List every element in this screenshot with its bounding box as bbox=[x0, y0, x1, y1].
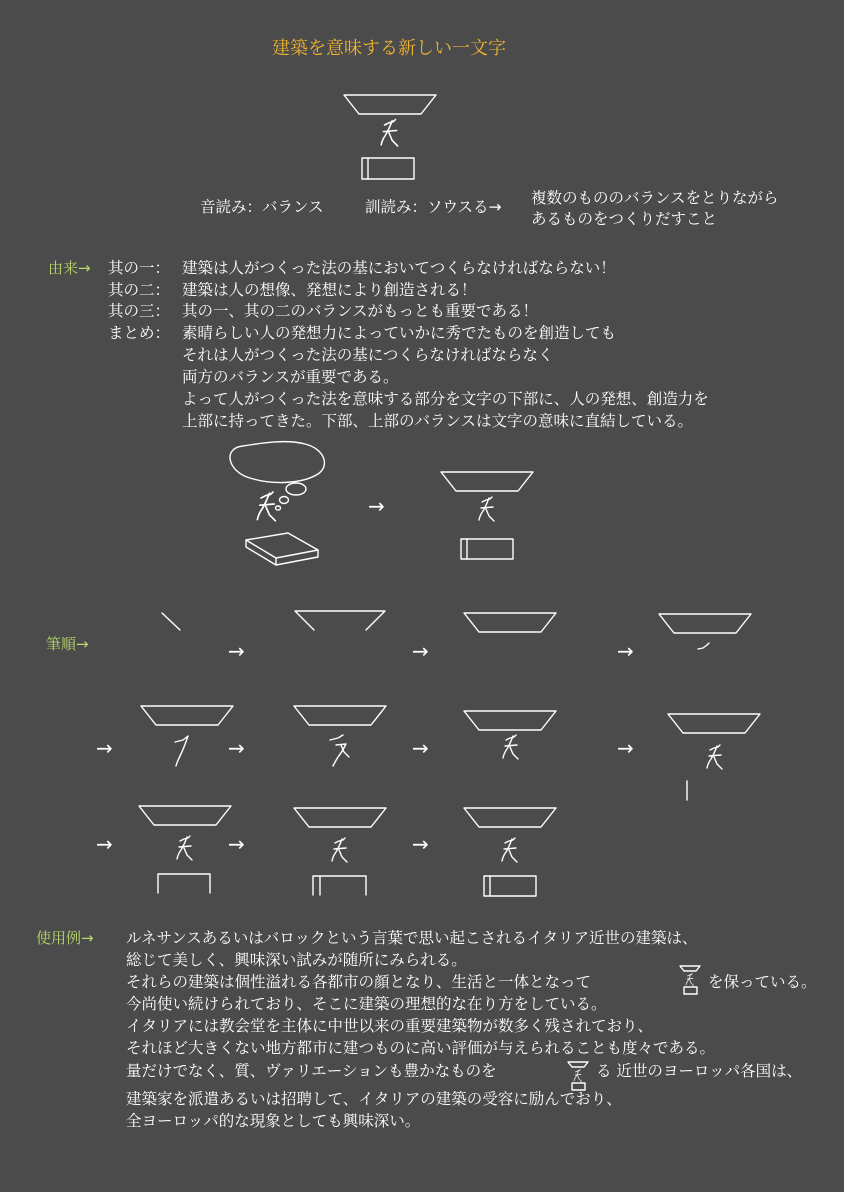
kun-reading: 訓読み：ソウスる→ bbox=[365, 198, 502, 216]
stroke-step-9 bbox=[139, 806, 231, 893]
origin-cont-4: 上部に持ってきた。下部、上部のバランスは文字の意味に直結している。 bbox=[182, 412, 694, 430]
origin-cont-1: それは人がつくった法の基につくらなければならなく bbox=[182, 346, 554, 364]
sousuru-glyph-inline-2 bbox=[568, 1062, 588, 1090]
page-title: 建築を意味する新しい一文字 bbox=[272, 38, 506, 59]
origin-key-4: まとめ： bbox=[108, 324, 171, 342]
usage-label: 使用例→ bbox=[36, 929, 94, 947]
sousuru-glyph-origin bbox=[441, 472, 533, 559]
sousuru-glyph-large bbox=[344, 95, 436, 179]
origin-text-3: 其の一、其の二のバランスがもっとも重要である！ bbox=[182, 302, 539, 320]
stroke-step-3 bbox=[464, 613, 556, 632]
stroke-step-11 bbox=[464, 808, 556, 896]
arrow-icon: → bbox=[412, 639, 429, 663]
arrow-icon: → bbox=[228, 832, 245, 856]
origin-key-1: 其の一： bbox=[108, 259, 171, 277]
origin-key-3: 其の三： bbox=[108, 302, 171, 320]
arrow-icon: → bbox=[96, 736, 113, 760]
thinking-person-icon bbox=[257, 492, 275, 521]
usage-line-7a: 量だけでなく、質、ヴァリエーションも豊かなものを bbox=[126, 1062, 497, 1080]
arrow-icon: → bbox=[368, 494, 385, 518]
usage-line-9: 全ヨーロッパ的な現象としても興味深い。 bbox=[126, 1112, 421, 1130]
arrow-icon: → bbox=[228, 639, 245, 663]
usage-line-1: ルネサンスあるいはバロックという言葉で思い起こされるイタリア近世の建築は、 bbox=[126, 929, 698, 947]
stroke-step-7 bbox=[464, 711, 556, 759]
origin-text-1: 建築は人がつくった法の基においてつくらなければならない！ bbox=[182, 259, 616, 277]
usage-line-5: イタリアには教会堂を主体に中世以来の重要建築物が数多く残されており、 bbox=[126, 1017, 654, 1035]
meaning-line-2: あるものをつくりだすこと bbox=[531, 210, 718, 228]
usage-line-3b: を保っている。 bbox=[708, 973, 817, 991]
on-reading: 音読み：バランス bbox=[200, 198, 324, 216]
origin-key-2: 其の二： bbox=[108, 281, 171, 299]
arrow-icon: → bbox=[96, 832, 113, 856]
stroke-step-4 bbox=[659, 614, 751, 649]
arrow-icon: → bbox=[617, 639, 634, 663]
stroke-step-5 bbox=[141, 706, 233, 766]
arrow-icon: → bbox=[412, 832, 429, 856]
stroke-step-6 bbox=[294, 706, 386, 766]
usage-line-4: 今尚使い続けられており、そこに建築の理想的な在り方をしている。 bbox=[126, 995, 607, 1013]
origin-cont-3: よって人がつくった法を意味する部分を文字の下部に、人の発想、創造力を bbox=[182, 390, 709, 408]
stroke-step-10 bbox=[294, 808, 386, 895]
origin-text-2: 建築は人の想像、発想により創造される！ bbox=[182, 281, 477, 299]
usage-line-7b: る 近世のヨーロッパ各国は、 bbox=[596, 1062, 803, 1080]
stroke-step-1 bbox=[162, 613, 180, 630]
origin-text-4: 素晴らしい人の発想力によっていかに秀でたものを創造しても bbox=[182, 324, 617, 342]
origin-cont-2: 両方のバランスが重要である。 bbox=[182, 368, 399, 386]
usage-line-6: それほど大きくない地方都市に建つものに高い評価が与えられることも度々である。 bbox=[126, 1039, 716, 1057]
thought-bubble-icon bbox=[230, 442, 324, 510]
arrow-icon: → bbox=[617, 736, 634, 760]
usage-line-2: 総じて美しく、興味深い試みが随所にみられる。 bbox=[126, 951, 467, 969]
usage-line-3a: それらの建築は個性溢れる各都市の顔となり、生活と一体となって bbox=[126, 973, 592, 991]
stroke-step-8 bbox=[668, 714, 760, 800]
arrow-icon: → bbox=[228, 736, 245, 760]
stroke-step-2 bbox=[295, 611, 385, 630]
meaning-line-1: 複数のもののバランスをとりながら bbox=[531, 189, 779, 207]
arrow-icon: → bbox=[412, 736, 429, 760]
origin-label: 由来→ bbox=[48, 259, 91, 277]
sousuru-glyph-inline-1 bbox=[680, 966, 700, 994]
law-base-icon bbox=[246, 533, 318, 565]
stroke-order-label: 筆順→ bbox=[46, 635, 89, 653]
usage-line-8: 建築家を派遣あるいは招聘して、イタリアの建築の受容に励んでおり、 bbox=[126, 1090, 622, 1108]
